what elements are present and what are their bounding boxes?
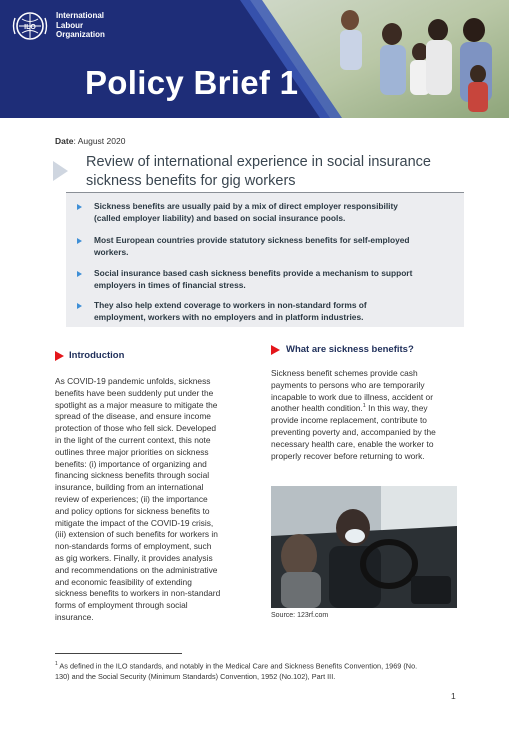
text-line: spotlight as a major measure to mitigate the — [55, 399, 218, 410]
page-number: 1 — [451, 691, 456, 701]
key-point-line: workers. — [94, 246, 129, 257]
footnote-reference[interactable]: 1 — [362, 403, 366, 410]
headline-arrow-icon — [53, 161, 68, 181]
key-point-line: employment, workers with no employers and in platform industries. — [94, 311, 364, 322]
text-line: provide income replacement, contribute to — [271, 415, 427, 426]
text-line: mitigate the impact of the COVID-19 crisis, — [55, 517, 214, 528]
key-point-line: They also help extend coverage to workers in non-standard forms of — [94, 300, 367, 310]
text-line: As COVID-19 pandemic unfolds, sickness — [55, 376, 211, 386]
text-line: benefits have been suddenly put under the — [55, 387, 214, 398]
date-value: : August 2020 — [73, 136, 126, 146]
bullet-triangle-icon — [77, 238, 82, 244]
headline-line: sickness benefits for gig workers — [86, 173, 296, 189]
text-line: and economic feasibility of extending — [55, 576, 192, 587]
section-arrow-icon — [271, 345, 280, 355]
text-line: benefits: (i) importance of organizing and — [55, 458, 207, 469]
text-line: payments to persons who are temporarily — [271, 379, 425, 390]
ilo-logo-icon — [10, 10, 50, 42]
what-are-body — [271, 368, 457, 462]
text-line: properly recover before returning to work. — [271, 450, 425, 461]
date-label: Date — [55, 136, 74, 146]
text-line: outlines three major priorities on sickness — [55, 446, 209, 457]
text-line: protection of those who fell sick. Developed — [55, 423, 217, 434]
text-line: necessary health care, enable the worker to — [271, 438, 434, 449]
text-line: financing sickness benefits through social — [55, 470, 210, 481]
bullet-triangle-icon — [77, 303, 82, 309]
header-banner — [0, 0, 509, 118]
svg-text:ILO: ILO — [24, 24, 36, 31]
section-arrow-icon — [55, 351, 64, 361]
text-line: (iii) extension of such benefits for workers in — [55, 529, 218, 540]
key-point-line: Sickness benefits are usually paid by a mix of direct employer responsibility — [94, 201, 398, 211]
key-points-box — [66, 193, 464, 327]
text-line: Sickness benefit schemes provide cash — [271, 368, 418, 378]
footnote-text: As defined in the ILO standards, and notably in the Medical Care and Sickness Benefits Convention, 1969 (No. — [57, 661, 418, 671]
key-point-text — [94, 268, 454, 291]
text-line: and policy options for sickness benefits to — [55, 505, 210, 516]
footnote-divider — [55, 653, 182, 654]
org-line: International — [56, 11, 105, 20]
bullet-triangle-icon — [77, 271, 82, 277]
key-point-line: Most European countries provide statutory sickness benefits for self-employed — [94, 235, 410, 245]
footnote-number: 1 — [55, 661, 58, 667]
text-line: insurance. — [55, 611, 94, 622]
footnote-line: 130) and the Social Security (Minimum Standards) Convention, 1952 (No.102), Part III. — [55, 671, 336, 681]
footnote — [55, 659, 460, 682]
introduction-body — [55, 376, 239, 624]
photo-source: Source: 123rf.com — [271, 612, 329, 619]
brief-headline — [86, 153, 466, 191]
key-point-text — [94, 235, 454, 258]
key-point-line: (called employer liability) and based on social insurance pools. — [94, 212, 346, 223]
what-are-heading: What are sickness benefits? — [286, 344, 414, 355]
headline-line: Review of international experience in social insurance — [86, 154, 431, 170]
text-line: preventing poverty and, accompanied by the — [271, 426, 436, 437]
publication-date — [55, 136, 125, 146]
text-line: as gig workers. Finally, it provides analysis — [55, 552, 213, 563]
footnote-line — [55, 659, 460, 672]
key-point-text — [94, 300, 454, 323]
text-line: incapable to work due to illness, accident or — [271, 391, 434, 402]
text-line: non-standards forms of employment, such — [55, 541, 212, 552]
text-span: another health condition. — [271, 403, 363, 414]
policy-brief-title: Policy Brief 1 — [85, 64, 299, 101]
driver-photo — [271, 486, 457, 608]
org-line: Labour — [56, 20, 84, 30]
text-line: in the light of the current context, this note — [55, 434, 211, 445]
bullet-triangle-icon — [77, 204, 82, 210]
text-span: In this way, they — [365, 403, 428, 414]
text-line: forms of employment through social — [55, 600, 188, 611]
introduction-heading: Introduction — [69, 350, 125, 361]
key-point-line: employers in times of financial stress. — [94, 279, 246, 290]
text-line: spread of the disease, and ensure income — [55, 411, 211, 422]
text-line: and recommendations on the administrative — [55, 564, 218, 575]
text-line: insurance, building from an international — [55, 482, 204, 493]
text-line — [271, 403, 457, 415]
organization-name — [56, 11, 105, 40]
text-line: review of experiences; (ii) the importance — [55, 493, 208, 504]
text-line: sickness benefits to workers in non-standard — [55, 588, 221, 599]
key-point-line: Social insurance based cash sickness benefits provide a mechanism to support — [94, 268, 413, 278]
org-line: Organization — [56, 30, 105, 39]
key-point-text — [94, 201, 454, 224]
